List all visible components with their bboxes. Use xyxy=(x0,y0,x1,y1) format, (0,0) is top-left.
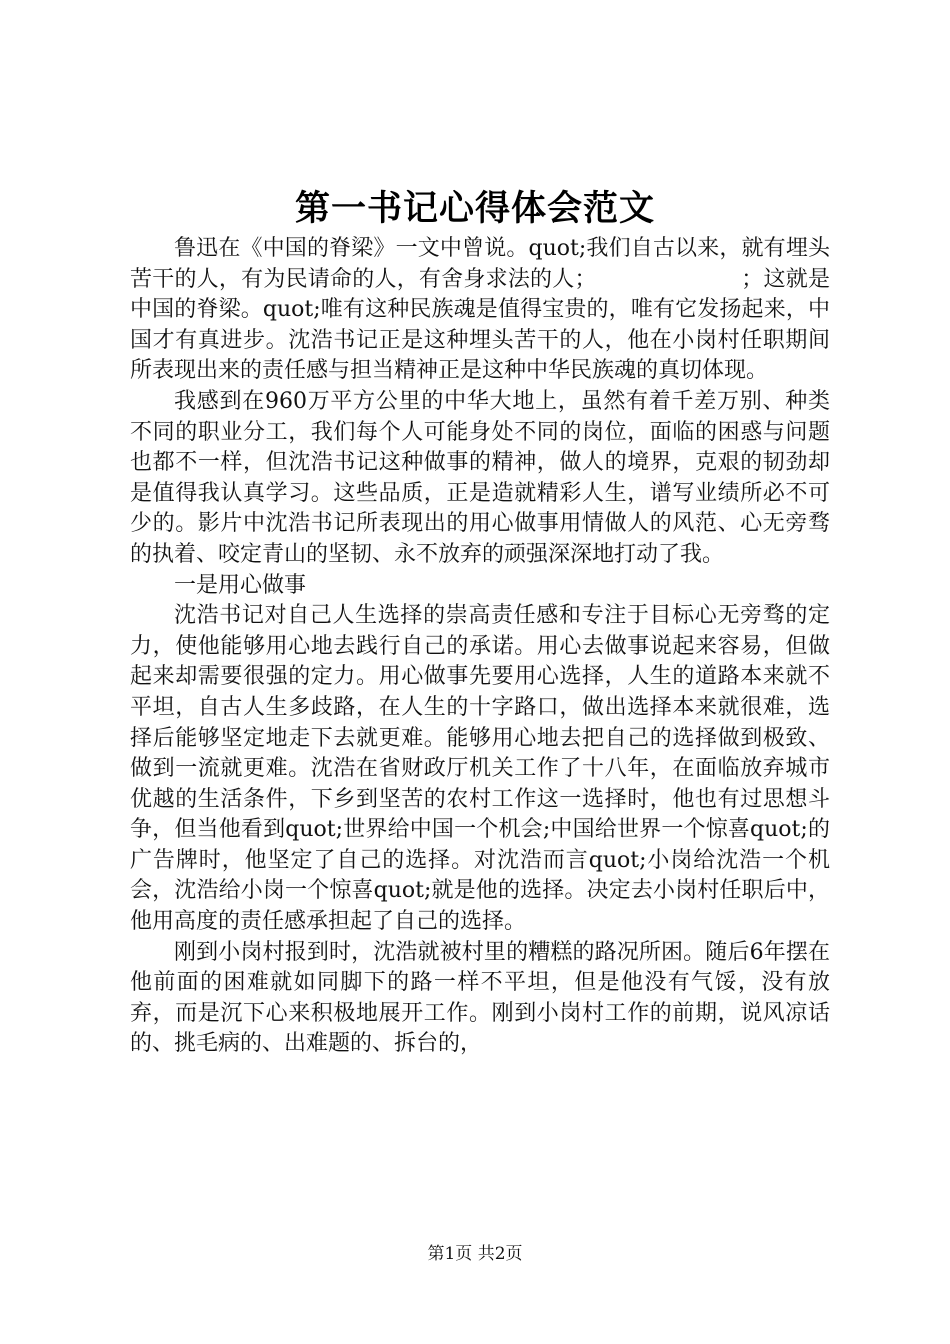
document-body xyxy=(130,234,830,1060)
section-heading-1: 一是用心做事 xyxy=(174,572,307,598)
paragraph-arrival: 刚到小岗村报到时，沈浩就被村里的糟糕的路况所困。随后6年摆在他前面的困难就如同脚下的路一样不平坦，但是他没有气馁，没有放弃，而是沉下心来积极地展开工作。刚到小岗村工作的前期，说风凉话的、挑毛病的、出难题的、拆台的， xyxy=(130,939,830,1057)
paragraph-section-1: 沈浩书记对自己人生选择的崇高责任感和专注于目标心无旁骛的定力，使他能够用心地去践行自己的承诺。用心去做事说起来容易，但做起来却需要很强的定力。用心做事先要用心选择，人生的道路本来就不平坦，自古人生多歧路，在人生的十字路口，做出选择本来就很难，选择后能够坚定地走下去就更难。能够用心地去把自己的选择做到极致、做到一流就更难。沈浩在省财政厅机关工作了十八年，在面临放弃城市优越的生活条件，下乡到坚苦的农村工作这一选择时，他也有过思想斗争，但当他看到quot;世界给中国一个机会;中国给世界一个惊喜quot;的广告牌时，他坚定了自己的选择。对沈浩而言quot;小岗给沈浩一个机会，沈浩给小岗一个惊喜quot;就是他的选择。决定去小岗村任职后中，他用高度的责任感承担起了自己的选择。 xyxy=(130,603,830,935)
paragraph-reflection: 我感到在960万平方公里的中华大地上，虽然有着千差万别、种类不同的职业分工，我们每个人可能身处不同的岗位，面临的困惑与问题也都不一样，但沈浩书记这种做事的精神，做人的境界，克艰的韧劲却是值得我认真学习。这些品质，正是造就精彩人生，谱写业绩所必不可少的。影片中沈浩书记所表现出的用心做事用情做人的风范、心无旁骛的执着、咬定青山的坚韧、永不放弃的顽强深深地打动了我。 xyxy=(130,388,830,567)
page-footer: 第1页 共2页 xyxy=(427,1244,523,1264)
paragraph-intro: 鲁迅在《中国的脊梁》一文中曾说。quot;我们自古以来，就有埋头苦干的人，有为民请命的人，有舍身求法的人； ；这就是中国的脊梁。quot;唯有这种民族魂是值得宝贵的，唯有它发扬起来，中国才有真进步。沈浩书记正是这种埋头苦干的人，他在小岗村任职期间所表现出来的责任感与担当精神正是这种中华民族魂的真切体现。 xyxy=(130,236,830,384)
document-title: 第一书记心得体会范文 xyxy=(294,188,655,229)
